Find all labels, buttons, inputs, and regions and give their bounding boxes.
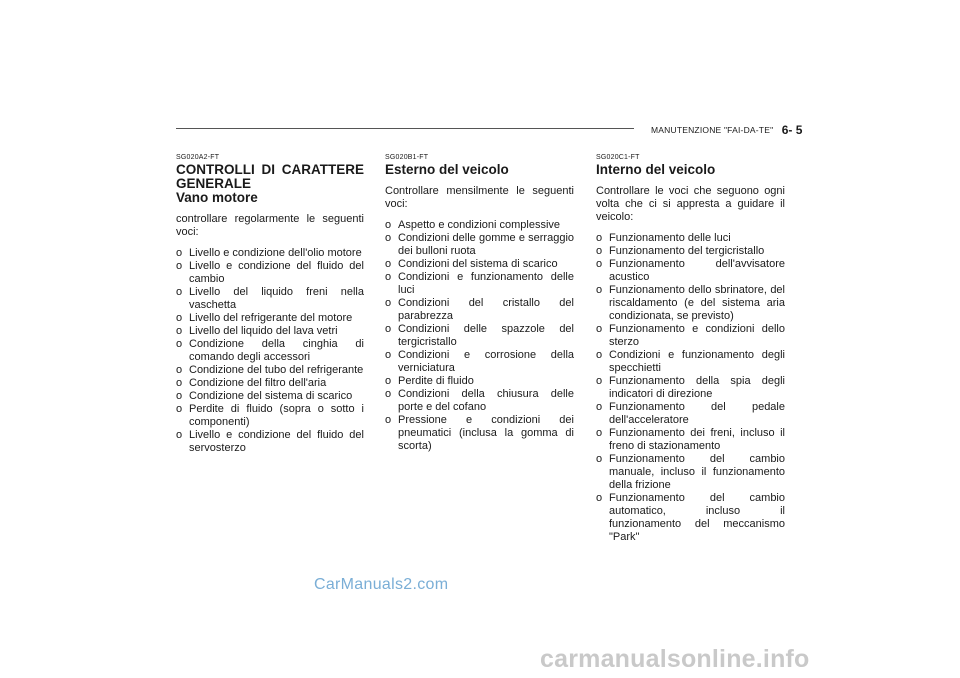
- bullet-marker: o: [385, 271, 392, 283]
- checklist-item-text: Funzionamento del tergicristallo: [609, 245, 765, 257]
- section-title-general: [176, 163, 364, 205]
- checklist-item: [385, 219, 574, 232]
- bullet-marker: o: [596, 492, 603, 504]
- checklist-item-text: Condizioni e funzionamento degli specchietti: [609, 349, 785, 374]
- checklist-item-text: Livello del liquido freni nella vaschetta: [189, 286, 364, 311]
- column-vano-motore: [176, 154, 364, 455]
- checklist-item: [176, 429, 364, 455]
- bullet-marker: o: [596, 401, 603, 413]
- checklist-item: [596, 427, 785, 453]
- checklist-item-text: Pressione e condizioni dei pneumatici (inclusa la gomma di scorta): [398, 414, 574, 452]
- bullet-marker: o: [385, 323, 392, 335]
- checklist-item-text: Aspetto e condizioni complessive: [398, 219, 561, 231]
- checklist-item-text: Livello del refrigerante del motore: [189, 312, 353, 324]
- bullet-marker: o: [176, 286, 183, 298]
- checklist-item-text: Condizioni delle gomme e serraggio dei bulloni ruota: [398, 232, 574, 257]
- section-title-esterno: Esterno del veicolo: [385, 162, 509, 177]
- checklist-item: [596, 232, 785, 245]
- checklist-item-text: Livello e condizione dell'olio motore: [189, 247, 362, 259]
- bullet-marker: o: [385, 258, 392, 270]
- bullet-marker: o: [176, 377, 183, 389]
- header-rule: [176, 128, 634, 129]
- checklist-item-text: Condizione del tubo del refrigerante: [189, 364, 364, 376]
- bullet-marker: o: [596, 245, 603, 257]
- checklist-item: [385, 414, 574, 453]
- checklist: [596, 232, 785, 544]
- checklist-item: [596, 349, 785, 375]
- checklist-item-text: Livello e condizione del fluido del cambio: [189, 260, 364, 285]
- bullet-marker: o: [385, 349, 392, 361]
- checklist-item-text: Condizioni delle spazzole del tergicristallo: [398, 323, 574, 348]
- bullet-marker: o: [385, 232, 392, 244]
- checklist-item: [596, 375, 785, 401]
- column-esterno-veicolo: [385, 154, 574, 453]
- bullet-marker: o: [176, 403, 183, 415]
- checklist-item-text: Condizione del sistema di scarico: [189, 390, 353, 402]
- checklist-item: [176, 364, 364, 377]
- bullet-marker: o: [176, 325, 183, 337]
- checklist: [176, 247, 364, 455]
- checklist-item: [596, 453, 785, 492]
- checklist-item: [596, 401, 785, 427]
- bullet-marker: o: [596, 323, 603, 335]
- section-intro: Controllare le voci che seguono ogni volta che ci si appresta a guidare il veicolo:: [596, 185, 785, 223]
- checklist-item-text: Perdite di fluido: [398, 375, 474, 387]
- bullet-marker: o: [176, 364, 183, 376]
- checklist-item: [385, 349, 574, 375]
- section-title: MANUTENZIONE "FAI-DA-TE": [651, 124, 774, 135]
- checklist-item-text: Condizioni del sistema di scarico: [398, 258, 558, 270]
- checklist-item-text: Livello del liquido del lava vetri: [189, 325, 338, 337]
- checklist-item: [385, 271, 574, 297]
- bullet-marker: o: [385, 388, 392, 400]
- checklist-item: [596, 258, 785, 284]
- bullet-marker: o: [596, 284, 603, 296]
- checklist-item: [385, 297, 574, 323]
- checklist-item: [176, 403, 364, 429]
- checklist-item: [176, 390, 364, 403]
- section-code: SG020B1-FT: [385, 154, 429, 161]
- checklist-item-text: Condizioni del cristallo del parabrezza: [398, 297, 574, 322]
- page-header: [651, 121, 802, 139]
- checklist-item-text: Funzionamento dell'avvisatore acustico: [609, 258, 785, 283]
- bullet-marker: o: [176, 390, 183, 402]
- checklist-item: [596, 284, 785, 323]
- bullet-marker: o: [385, 297, 392, 309]
- checklist: [385, 219, 574, 453]
- checklist-item-text: Funzionamento e condizioni dello sterzo: [609, 323, 785, 348]
- checklist-item-text: Livello e condizione del fluido del servosterzo: [189, 429, 364, 454]
- bullet-marker: o: [596, 427, 603, 439]
- section-intro: Controllare mensilmente le seguenti voci:: [385, 185, 574, 210]
- checklist-item: [385, 232, 574, 258]
- title-line: CONTROLLI DI CARATTERE GENERALE Vano motore: [176, 162, 364, 205]
- checklist-item-text: Funzionamento del cambio automatico, incluso il funzionamento del meccanismo "Park": [609, 492, 785, 543]
- checklist-item: [176, 286, 364, 312]
- checklist-item-text: Condizione del filtro dell'aria: [189, 377, 327, 389]
- column-interno-veicolo: [596, 154, 785, 544]
- bullet-marker: o: [176, 247, 183, 259]
- bullet-marker: o: [385, 414, 392, 426]
- checklist-item-text: Condizioni e funzionamento delle luci: [398, 271, 574, 296]
- watermark-link[interactable]: CarManuals2.com: [314, 576, 449, 593]
- checklist-item-text: Condizione della cinghia di comando degli accessori: [189, 338, 364, 363]
- bullet-marker: o: [385, 219, 392, 231]
- bullet-marker: o: [176, 260, 183, 272]
- bullet-marker: o: [385, 375, 392, 387]
- checklist-item: [385, 388, 574, 414]
- checklist-item: [596, 492, 785, 544]
- bullet-marker: o: [596, 258, 603, 270]
- section-code: SG020C1-FT: [596, 154, 640, 161]
- bullet-marker: o: [596, 453, 603, 465]
- checklist-item: [596, 245, 785, 258]
- bullet-marker: o: [596, 232, 603, 244]
- bullet-marker: o: [596, 375, 603, 387]
- section-title-interno: Interno del veicolo: [596, 162, 716, 177]
- checklist-item: [176, 247, 364, 260]
- checklist-item-text: Funzionamento delle luci: [609, 232, 731, 244]
- checklist-item-text: Funzionamento del pedale dell'acceleratore: [609, 401, 785, 426]
- checklist-item: [176, 377, 364, 390]
- checklist-item-text: Condizioni e corrosione della verniciatura: [398, 349, 574, 374]
- bullet-marker: o: [176, 338, 183, 350]
- checklist-item: [176, 338, 364, 364]
- checklist-item-text: Funzionamento della spia degli indicatori di direzione: [609, 375, 785, 400]
- checklist-item: [176, 260, 364, 286]
- bullet-marker: o: [176, 429, 183, 441]
- bullet-marker: o: [596, 349, 603, 361]
- checklist-item: [176, 312, 364, 325]
- checklist-item: [385, 258, 574, 271]
- checklist-item: [176, 325, 364, 338]
- checklist-item: [596, 323, 785, 349]
- watermark-site: carmanualsonline.info: [540, 645, 810, 673]
- checklist-item-text: Perdite di fluido (sopra o sotto i componenti): [189, 403, 364, 428]
- section-code: SG020A2-FT: [176, 154, 220, 161]
- section-intro: controllare regolarmente le seguenti voci:: [176, 213, 364, 238]
- page-number: 6- 5: [781, 122, 803, 137]
- bullet-marker: o: [176, 312, 183, 324]
- checklist-item-text: Condizioni della chiusura delle porte e del cofano: [398, 388, 574, 413]
- checklist-item: [385, 375, 574, 388]
- checklist-item-text: Funzionamento dello sbrinatore, del riscaldamento (e del sistema aria condizionata, se previsto): [609, 284, 785, 322]
- checklist-item-text: Funzionamento del cambio manuale, incluso il funzionamento della frizione: [609, 453, 785, 491]
- checklist-item-text: Funzionamento dei freni, incluso il freno di stazionamento: [609, 427, 785, 452]
- checklist-item: [385, 323, 574, 349]
